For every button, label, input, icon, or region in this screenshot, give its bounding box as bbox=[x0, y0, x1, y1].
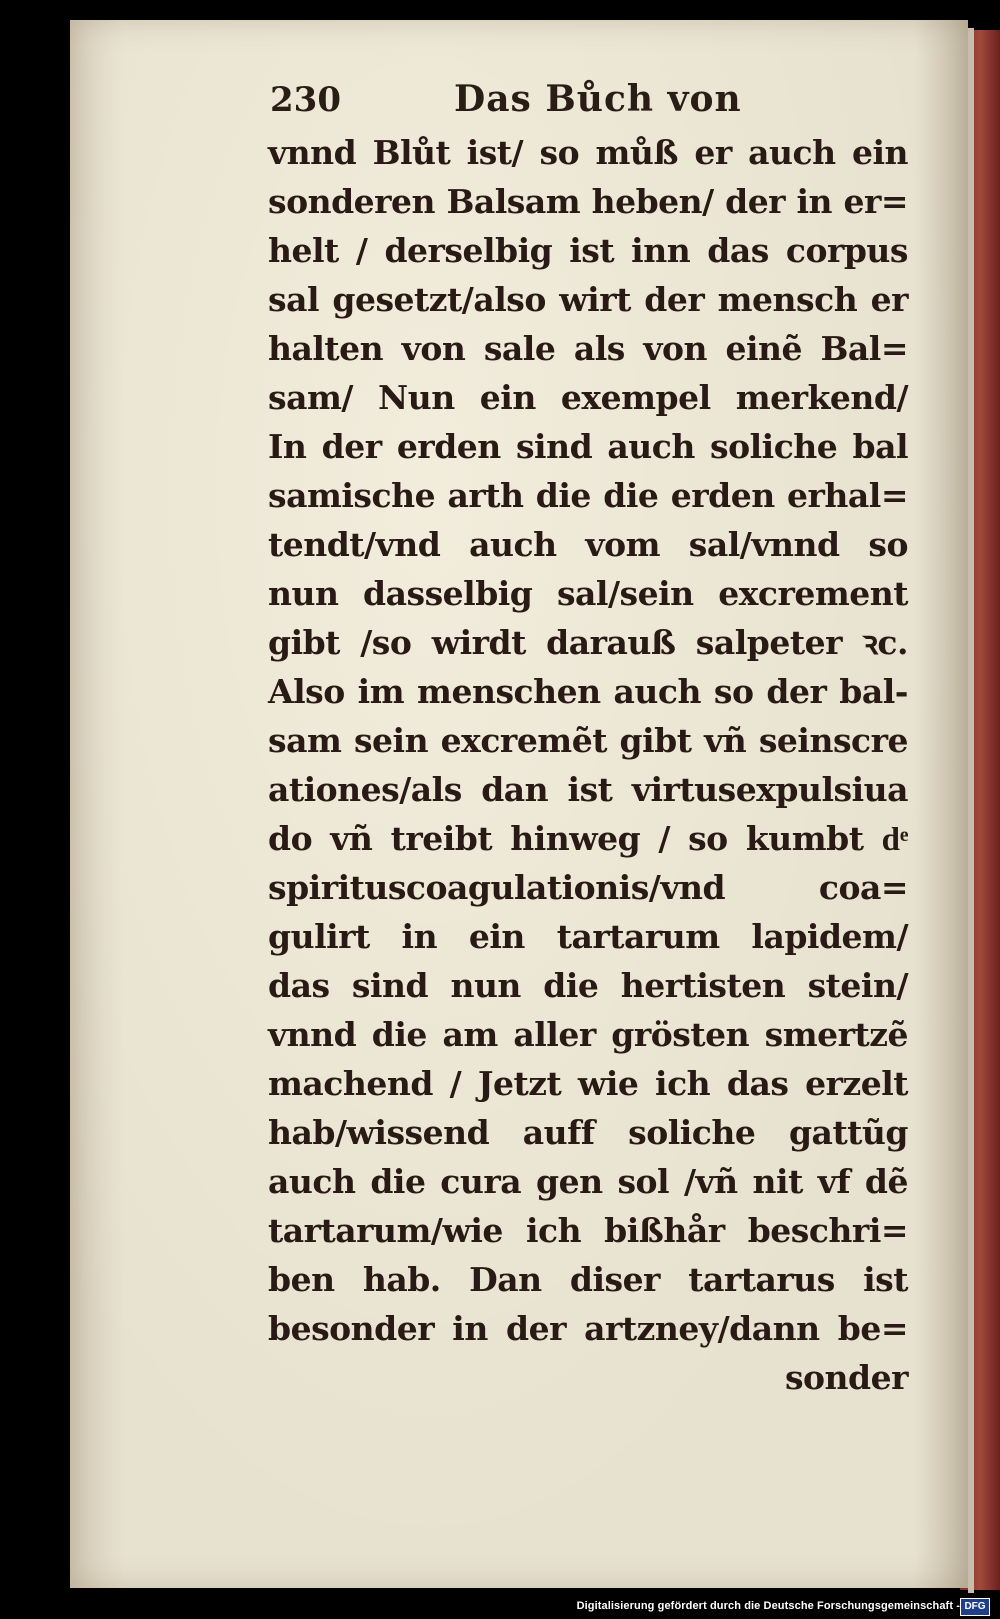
text-line: In der erden sind auch soliche bal bbox=[268, 427, 908, 466]
text-line: helt / derselbig ist inn das corpus bbox=[268, 231, 908, 270]
text-line: ben hab. Dan diser tartarus ist bbox=[268, 1260, 908, 1299]
text-line: samische arth die die erden erhal= bbox=[268, 476, 908, 515]
text-line: auch die cura gen sol /vñ nit vf dẽ bbox=[268, 1162, 908, 1201]
page-number: 230 bbox=[270, 80, 341, 120]
text-line: besonder in der artzney/dann be= bbox=[268, 1309, 908, 1348]
text-line: sam/ Nun ein exempel merkend/ bbox=[268, 378, 908, 417]
text-line: gulirt in ein tartarum lapidem/ bbox=[268, 917, 908, 956]
text-line: sam sein excremẽt gibt vñ seinscre bbox=[268, 721, 908, 760]
text-line: spirituscoagulationis/vnd coa= bbox=[268, 868, 908, 907]
text-line: ationes/als dan ist virtusexpulsiua bbox=[268, 770, 908, 809]
text-line: nun dasselbig sal/sein excrement bbox=[268, 574, 908, 613]
catchword: sonder bbox=[784, 1358, 908, 1397]
text-line: tartarum/wie ich bißhår beschri= bbox=[268, 1211, 908, 1250]
text-line: vnnd Blůt ist/ so můß er auch ein bbox=[268, 133, 908, 172]
running-head: Das Bůch von bbox=[454, 78, 742, 120]
text-line: gibt /so wirdt darauß salpeter ꝛc. bbox=[268, 623, 908, 662]
text-line: hab/wissend auff soliche gattũg bbox=[268, 1113, 908, 1152]
dfg-logo: DFG bbox=[960, 1598, 990, 1616]
text-line: tendt/vnd auch vom sal/vnnd so bbox=[268, 525, 908, 564]
text-line: do vñ treibt hinweg / so kumbt dͤ bbox=[268, 819, 908, 858]
text-line: Also im menschen auch so der bal- bbox=[268, 672, 908, 711]
text-line: machend / Jetzt wie ich das erzelt bbox=[268, 1064, 908, 1103]
text-line: sal gesetzt/also wirt der mensch er bbox=[268, 280, 908, 319]
body-text bbox=[268, 128, 908, 1402]
text-line: vnnd die am aller grösten smertzẽ bbox=[268, 1015, 908, 1054]
text-line: halten von sale als von einẽ Bal= bbox=[268, 329, 908, 368]
page-header bbox=[270, 74, 790, 126]
text-line: das sind nun die hertisten stein/ bbox=[268, 966, 908, 1005]
text-line: sonderen Balsam heben/ der in er= bbox=[268, 182, 908, 221]
page-stack-edge bbox=[968, 28, 974, 1593]
digitization-credit: Digitalisierung gefördert durch die Deutsche Forschungsgemeinschaft - bbox=[576, 1600, 960, 1612]
